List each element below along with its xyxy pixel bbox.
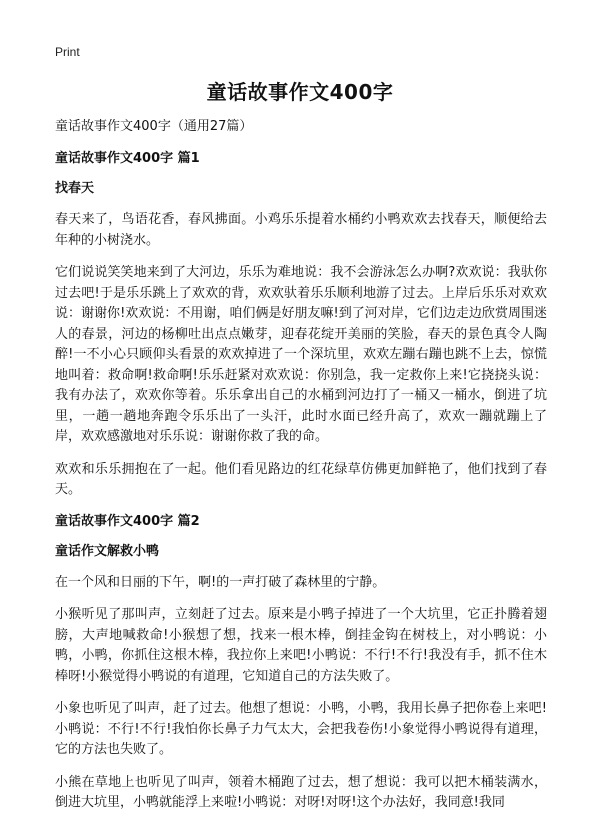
story-section <box>55 513 547 814</box>
story-title: 找春天 <box>55 181 95 196</box>
section-heading: 童话故事作文400字 篇1 <box>55 151 200 166</box>
story-paragraph: 小猴听见了那叫声，立刻赶了过去。原来是小鸭子掉进了一个大坑里，它正扑腾着翅膀，大声地喊救命!小猴想了想，找来一根木棒，倒挂金钩在树枝上，对小鸭说：小鸭，小鸭，你抓住这根木棒，我拉你上来吧!小鸭说：不行!不行!我没有手，抓不住木棒呀!小猴觉得小鸭说的有道理，它知道自己的方法失败了。 <box>55 607 547 684</box>
document-subtitle: 童话故事作文400字（通用27篇） <box>55 119 253 134</box>
story-paragraph: 春天来了，鸟语花香，春风拂面。小鸡乐乐提着水桶约小鸭欢欢去找春天，顺便给去年种的小树浇水。 <box>55 212 547 248</box>
story-paragraph: 在一个风和日丽的下午，啊!的一声打破了森林里的宁静。 <box>55 574 386 590</box>
section-heading: 童话故事作文400字 篇2 <box>55 513 200 529</box>
print-label: Print <box>55 45 80 59</box>
story-paragraph: 小象也听见了叫声，赶了过去。他想了想说：小鸭，小鸭，我用长鼻子把你卷上来吧!小鸭说：不行!不行!我怕你长鼻子力气太大，会把我卷伤!小象觉得小鸭说得有道理，它的方法也失败了。 <box>55 701 547 757</box>
story-paragraph: 小熊在草地上也听见了叫声，领着木桶跑了过去，想了想说：我可以把木桶装满水，倒进大坑里，小鸭就能浮上来啦!小鸭说：对呀!对呀!这个办法好，我同意!我同 <box>55 774 547 810</box>
story-paragraph: 欢欢和乐乐拥抱在了一起。他们看见路边的红花绿草仿佛更加鲜艳了，他们找到了春天。 <box>55 461 547 497</box>
story-paragraph: 它们说说笑笑地来到了大河边，乐乐为难地说：我不会游泳怎么办啊?欢欢说：我驮你过去吧!于是乐乐跳上了欢欢的背，欢欢驮着乐乐顺利地游了过去。上岸后乐乐对欢欢说：谢谢你!欢欢说：不用谢，咱们俩是好朋友嘛!到了河对岸，它们边走边欣赏周围迷人的春景，河边的杨柳吐出点点嫩芽，迎春花绽开美丽的笑脸，春天的景色真令人陶醉!一不小心只顾仰头看景的欢欢掉进了一个深坑里，欢欢左蹦右蹦也跳不上去，惊慌地叫着：救命啊!救命啊!乐乐赶紧对欢欢说：你别急，我一定救你上来!它挠挠头说：我有办法了，欢欢你等着。乐乐拿出自己的水桶到河边打了一桶又一桶水，倒进了坑里，一趟一趟地奔跑令乐乐出了一头汗，此时水面已经升高了，欢欢一蹦就蹦上了岸，欢欢感激地对乐乐说：谢谢你救了我的命。 <box>55 265 547 444</box>
story-title: 童话作文解救小鸭 <box>55 543 160 559</box>
story-section <box>55 150 547 501</box>
page-title: 童话故事作文400字 <box>206 80 394 104</box>
document-body <box>55 118 547 826</box>
